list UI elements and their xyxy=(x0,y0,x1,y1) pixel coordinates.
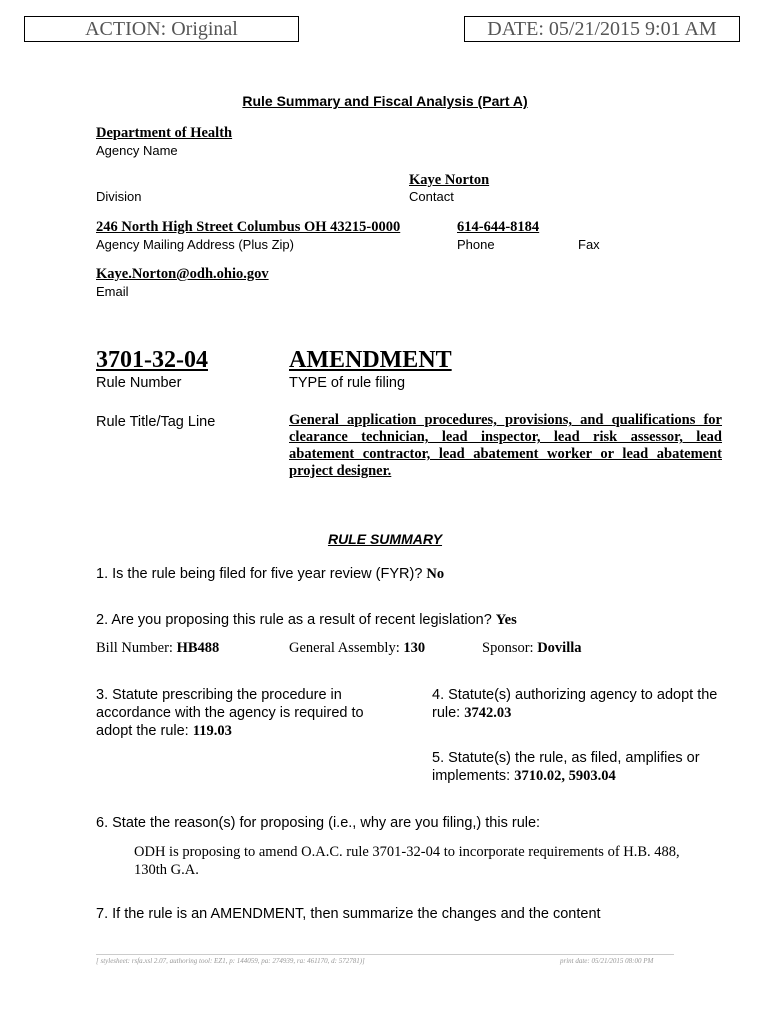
question-2-text: 2. Are you proposing this rule as a result of recent legislation? xyxy=(96,612,492,628)
bill-number xyxy=(96,640,219,657)
rule-number-value: 3701-32-04 xyxy=(96,347,208,373)
contact-value: Kaye Norton xyxy=(409,172,490,188)
question-4 xyxy=(432,686,722,722)
page-title: Rule Summary and Fiscal Analysis (Part A) xyxy=(242,93,528,109)
sponsor-label: Sponsor: xyxy=(482,640,534,656)
question-3-answer: 119.03 xyxy=(192,723,232,739)
rule-title-label: Rule Title/Tag Line xyxy=(96,414,216,430)
rule-title-value: General application procedures, provisions, and qualifications for clearance technician, lead inspector, lead risk assessor, lead abatement contractor, lead abatement worker or lead abatement project designer. xyxy=(289,412,722,479)
question-7: 7. If the rule is an AMENDMENT, then summarize the changes and the content xyxy=(96,906,601,922)
question-1-text: 1. Is the rule being filed for five year review (FYR)? xyxy=(96,566,423,582)
sponsor xyxy=(482,640,582,657)
address-value: 246 North High Street Columbus OH 43215-0000 xyxy=(96,219,401,235)
question-4-text: 4. Statute(s) authorizing agency to adopt the rule: xyxy=(432,687,718,721)
rule-type-value: AMENDMENT xyxy=(289,347,452,373)
question-2 xyxy=(96,611,517,629)
question-1-answer: No xyxy=(426,566,445,582)
general-assembly-value: 130 xyxy=(403,640,426,656)
division-label: Division xyxy=(96,189,142,204)
bill-number-value: HB488 xyxy=(176,640,220,656)
fax-label: Fax xyxy=(578,237,600,252)
question-5 xyxy=(432,749,722,785)
general-assembly-label: General Assembly: xyxy=(289,640,400,656)
rule-summary-heading: RULE SUMMARY xyxy=(327,531,443,547)
question-2-answer: Yes xyxy=(495,612,517,628)
footer-print-date: print date: 05/21/2015 08:00 PM xyxy=(560,957,654,965)
email-label: Email xyxy=(96,284,129,299)
rule-number-label: Rule Number xyxy=(96,375,182,391)
address-label: Agency Mailing Address (Plus Zip) xyxy=(96,237,294,252)
action-box: ACTION: Original xyxy=(24,16,299,42)
footer-stylesheet-info: [ stylesheet: rsfa.xsl 2.07, authoring tool: EZ1, p: 144059, pa: 274939, ra: 461170, d: 572781)] xyxy=(96,957,365,965)
agency-name-label: Agency Name xyxy=(96,143,178,158)
question-5-answer: 3710.02, 5903.04 xyxy=(514,768,616,784)
phone-value: 614-644-8184 xyxy=(457,219,540,235)
question-3-text: 3. Statute prescribing the procedure in accordance with the agency is required to adopt the rule: xyxy=(96,687,364,739)
sponsor-value: Dovilla xyxy=(537,640,582,656)
question-6-answer: ODH is proposing to amend O.A.C. rule 3701-32-04 to incorporate requirements of H.B. 488, 130th G.A. xyxy=(134,844,680,878)
question-6: 6. State the reason(s) for proposing (i.e., why are you filing,) this rule: xyxy=(96,815,541,831)
footer-rule xyxy=(96,954,674,955)
date-box: DATE: 05/21/2015 9:01 AM xyxy=(464,16,740,42)
agency-name-value: Department of Health xyxy=(96,125,233,141)
phone-label: Phone xyxy=(457,237,495,252)
general-assembly xyxy=(289,640,425,657)
email-value: Kaye.Norton@odh.ohio.gov xyxy=(96,266,269,282)
question-1 xyxy=(96,565,444,583)
question-3 xyxy=(96,686,386,740)
question-4-answer: 3742.03 xyxy=(464,705,512,721)
contact-label: Contact xyxy=(409,189,454,204)
question-5-text: 5. Statute(s) the rule, as filed, amplifies or implements: xyxy=(432,750,700,784)
bill-number-label: Bill Number: xyxy=(96,640,173,656)
rule-type-label: TYPE of rule filing xyxy=(289,375,406,391)
